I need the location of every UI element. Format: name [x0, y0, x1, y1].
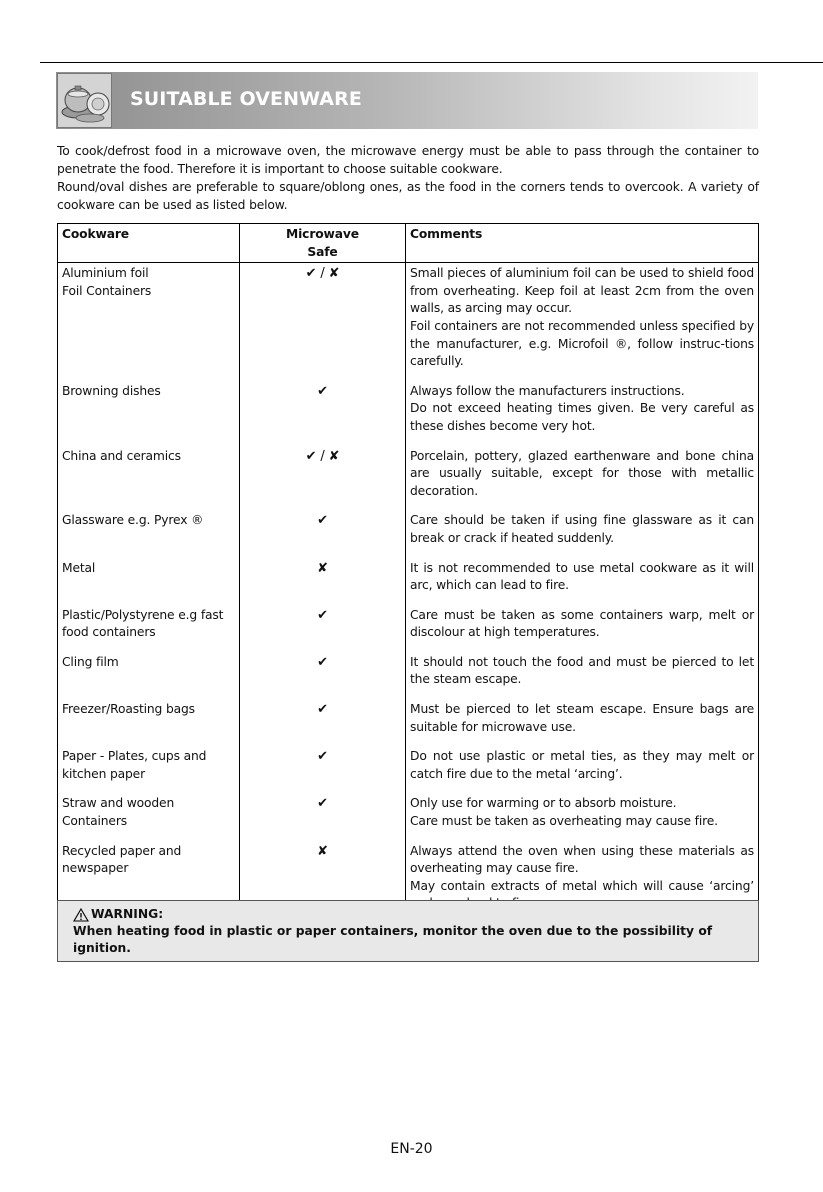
ovenware-table [57, 223, 759, 917]
table-row [58, 783, 759, 830]
warning-text: When heating food in plastic or paper containers, monitor the oven due to the possibility of ignition. [73, 924, 713, 955]
intro-text [57, 142, 759, 214]
table-row [58, 736, 759, 783]
comment-cell: Porcelain, pottery, glazed earthenware and bone china are usually suitable, except for those with metallic decoration. [406, 436, 759, 501]
top-rule [40, 62, 823, 63]
microwave-safe-cell: ✔ [240, 595, 406, 642]
cookware-cell: Glassware e.g. Pyrex ® [58, 500, 240, 547]
microwave-safe-cell: ✘ [240, 548, 406, 595]
comment-cell: Care should be taken if using fine glassware as it can break or crack if heated suddenly. [406, 500, 759, 547]
header-safe-line1: Microwave [286, 227, 359, 241]
table-row [58, 642, 759, 689]
comment-cell: Must be pierced to let steam escape. Ensure bags are suitable for microwave use. [406, 689, 759, 736]
comment-cell: Always follow the manufacturers instructions. Do not exceed heating times given. Be very careful as these dishes become very hot. [406, 371, 759, 436]
table-header-row [58, 224, 759, 263]
cookware-cell: Browning dishes [58, 371, 240, 436]
cookware-cell: Freezer/Roasting bags [58, 689, 240, 736]
microwave-safe-cell: ✔ [240, 500, 406, 547]
table-row [58, 436, 759, 501]
header-safe-line2: Safe [307, 244, 338, 259]
microwave-safe-cell: ✘ [240, 831, 406, 917]
microwave-safe-cell: ✔ / ✘ [240, 436, 406, 501]
cookware-cell: China and ceramics [58, 436, 240, 501]
comment-cell: Do not use plastic or metal ties, as they may melt or catch fire due to the metal ‘arcing’. [406, 736, 759, 783]
header-microwave-safe [240, 224, 406, 263]
comment-cell: Care must be taken as some containers warp, melt or discolour at high temperatures. [406, 595, 759, 642]
warning-label: WARNING: [91, 907, 164, 921]
intro-paragraph-1: To cook/defrost food in a microwave oven, the microwave energy must be able to pass through the container to penetrate the food. Therefore it is important to choose suitable cookware. [57, 144, 759, 176]
comment-cell: It should not touch the food and must be pierced to let the steam escape. [406, 642, 759, 689]
table-row [58, 689, 759, 736]
microwave-safe-cell: ✔ [240, 689, 406, 736]
cookware-cell: Aluminium foil Foil Containers [58, 263, 240, 371]
cookware-cell: Cling film [58, 642, 240, 689]
warning-triangle-icon [73, 908, 89, 922]
cookware-cell: Plastic/Polystyrene e.g fast food containers [58, 595, 240, 642]
header-cookware: Cookware [58, 224, 240, 263]
microwave-safe-cell: ✔ [240, 783, 406, 830]
warning-box [57, 900, 759, 962]
comment-cell: Small pieces of aluminium foil can be used to shield food from overheating. Keep foil at least 2cm from the oven walls, as arcing may occur. Foil containers are not recommended unless specified by the manufacturer, e.g. Microfoil ®, follow instruc-tions carefully. [406, 263, 759, 371]
cookware-cell: Paper - Plates, cups and kitchen paper [58, 736, 240, 783]
table-row [58, 500, 759, 547]
page-title: SUITABLE OVENWARE [130, 88, 362, 110]
cookware-cell: Metal [58, 548, 240, 595]
intro-paragraph-2: Round/oval dishes are preferable to square/oblong ones, as the food in the corners tends to overcook. A variety of cookware can be used as listed below. [57, 180, 759, 212]
microwave-safe-cell: ✔ [240, 371, 406, 436]
comment-cell: It is not recommended to use metal cookware as it will arc, which can lead to fire. [406, 548, 759, 595]
microwave-safe-cell: ✔ [240, 642, 406, 689]
table-row [58, 548, 759, 595]
ovenware-icon [57, 73, 112, 128]
microwave-safe-cell: ✔ [240, 736, 406, 783]
header-comments: Comments [406, 224, 759, 263]
table-row [58, 595, 759, 642]
page-number: EN-20 [390, 1141, 433, 1157]
table-row [58, 371, 759, 436]
microwave-safe-cell: ✔ / ✘ [240, 263, 406, 371]
cookware-cell: Straw and wooden Containers [58, 783, 240, 830]
comment-cell: Only use for warming or to absorb moisture. Care must be taken as overheating may cause fire. [406, 783, 759, 830]
comment-cell: Always attend the oven when using these materials as overheating may cause fire. May contain extracts of metal which will cause ‘arcing’ [406, 831, 759, 917]
table-row [58, 263, 759, 371]
cookware-cell: Recycled paper and newspaper [58, 831, 240, 917]
